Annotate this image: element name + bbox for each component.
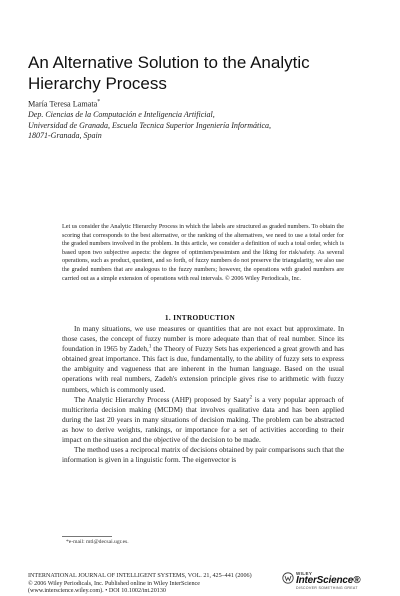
footnote-divider	[62, 536, 112, 537]
wiley-interscience-logo	[282, 571, 372, 591]
citation-mark: 1	[148, 344, 152, 350]
affiliation-line: Dep. Ciencias de la Computación e Inteligencia Artificial,	[28, 110, 215, 119]
paper-title: An Alternative Solution to the Analytic Hierarchy Process	[28, 53, 310, 93]
footnote: *e-mail: mtl@decsai.ugr.es.	[66, 539, 129, 545]
author-name	[28, 99, 100, 109]
paragraph-text: The method uses a reciprocal matrix of decisions obtained by pair comparisons such that the information is given in a linguistic form. The eigenvector is	[62, 445, 344, 465]
footer-line: (www.interscience.wiley.com). • DOI 10.1002/int.20130	[28, 588, 166, 595]
paragraph-text: In many situations, we use measures or quantities that are not exact but approximate. In those cases, the concept of fuzzy number is more adequate than that of real number. Since its foundation in 1965 by Zadeh,	[62, 324, 344, 354]
wiley-mark-icon	[282, 572, 294, 584]
affiliation	[28, 110, 378, 142]
section-heading: 1. INTRODUCTION	[164, 313, 236, 322]
paragraph-text: is a very popular approach of multicriteria decision making (MCDM) that involves qualitative data and has been applied during the last 20 years in many situations of decision making. The problem can be abstracted as how to derive weights, rankings, or importance for a set of activities according to their impact on the situation and the objective of the decision to be made.	[62, 394, 344, 445]
abstract: Let us consider the Analytic Hierarchy Process in which the labels are structured as graded numbers. To obtain the scoring that corresponds to the best alternative, or the ranking of the alternatives, we need to use a total order for the graded numbers involved in the problem. In this article, we consider a definition of such a total order, which is based upon two subjective aspects: the degree of optimism/pessimism and the liking for risk/safety. As several operations, such as product, quotient, and so forth, of fuzzy numbers do not preserve the triangularity, we also use the graded numbers that are analogous to the fuzzy numbers; however, the operations with graded numbers are carried out as a simple extension of operations with real intervals. © 2006 Wiley Periodicals, Inc.	[62, 224, 344, 282]
logo-publisher-text: WILEY	[296, 571, 313, 576]
paragraph	[62, 324, 344, 395]
author-name-text: María Teresa Lamata	[28, 99, 98, 109]
footer-line: © 2006 Wiley Periodicals, Inc. Published online in Wiley InterScience	[28, 580, 200, 587]
body-text	[62, 324, 344, 465]
logo-tagline: DISCOVER SOMETHING GREAT	[296, 586, 358, 590]
author-footnote-mark: *	[97, 99, 101, 105]
paragraph	[62, 395, 344, 445]
affiliation-line: Universidad de Granada, Escuela Tecnica Superior Ingeniería Informática,	[28, 120, 272, 130]
citation-mark: 2	[249, 395, 253, 401]
affiliation-line: 18071-Granada, Spain	[28, 131, 102, 140]
footer-line: INTERNATIONAL JOURNAL OF INTELLIGENT SYSTEMS, VOL. 21, 425–441 (2006)	[28, 573, 252, 579]
journal-footer	[28, 573, 268, 596]
paragraph-text: the Theory of Fuzzy Sets has experienced a great growth and has obtained great importance. This fact is due, fundamentally, to the ability of fuzzy sets to express the ambiguity and vagueness that are inherent in the human language. Based on the usual operations with real numbers, Zadeh's extension principle gives rise to arithmetic with fuzzy numbers, which is commonly used.	[62, 344, 344, 394]
paragraph	[62, 445, 344, 465]
paragraph-text: The Analytic Hierarchy Process (AHP) proposed by Saaty	[74, 394, 250, 404]
logo-brand-text: InterScience®	[296, 575, 361, 586]
